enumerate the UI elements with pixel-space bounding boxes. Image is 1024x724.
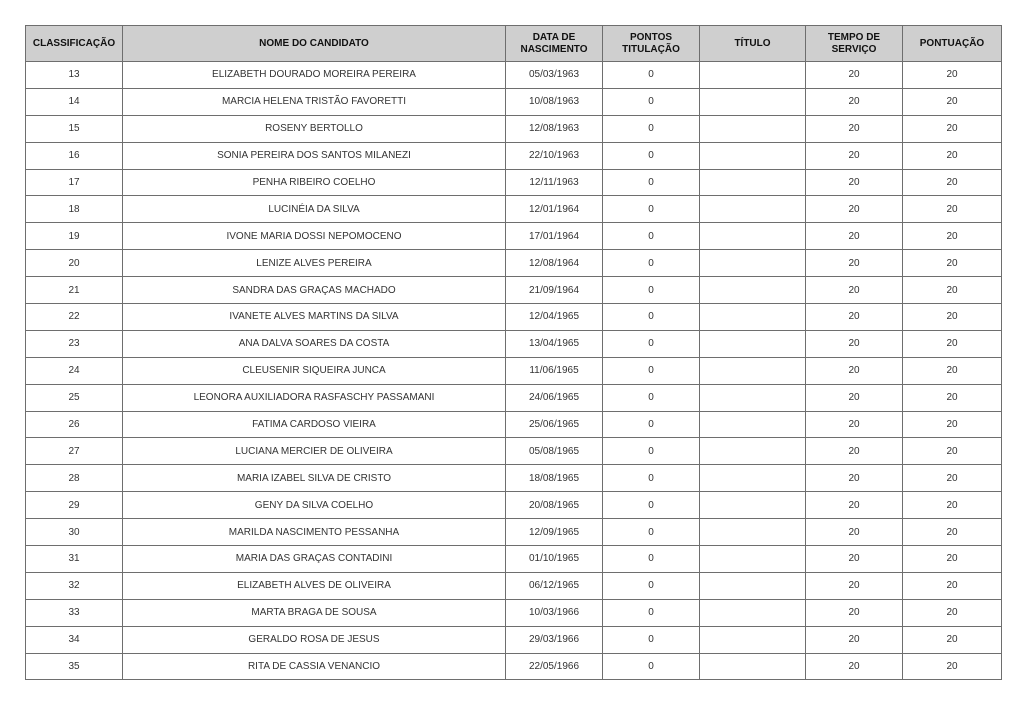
- table-row: [26, 438, 1002, 465]
- cell-titulo: [700, 88, 806, 115]
- cell-titulo: [700, 277, 806, 304]
- table-row: [26, 169, 1002, 196]
- cell-titulo: [700, 357, 806, 384]
- cell-classificacao: 25: [26, 384, 123, 411]
- cell-classificacao: 28: [26, 465, 123, 492]
- cell-pontos-titulacao: 0: [603, 599, 700, 626]
- table-body: [26, 62, 1002, 680]
- cell-titulo: [700, 572, 806, 599]
- cell-nome-do-candidato: MARIA IZABEL SILVA DE CRISTO: [123, 465, 506, 492]
- table-row: [26, 492, 1002, 519]
- cell-pontuacao: 20: [903, 626, 1002, 653]
- cell-pontos-titulacao: 0: [603, 438, 700, 465]
- cell-titulo: [700, 599, 806, 626]
- cell-nome-do-candidato: LUCIANA MERCIER DE OLIVEIRA: [123, 438, 506, 465]
- cell-nome-do-candidato: CLEUSENIR SIQUEIRA JUNCA: [123, 357, 506, 384]
- cell-pontos-titulacao: 0: [603, 277, 700, 304]
- cell-data-de-nascimento: 22/10/1963: [506, 142, 603, 169]
- header-nome-do-candidato: NOME DO CANDIDATO: [123, 26, 506, 62]
- cell-nome-do-candidato: IVONE MARIA DOSSI NEPOMOCENO: [123, 223, 506, 250]
- cell-tempo-de-servico: 20: [806, 115, 903, 142]
- cell-data-de-nascimento: 12/09/1965: [506, 519, 603, 546]
- cell-data-de-nascimento: 12/04/1965: [506, 304, 603, 331]
- table-row: [26, 357, 1002, 384]
- cell-tempo-de-servico: 20: [806, 330, 903, 357]
- header-tempo-de-servico: TEMPO DE SERVIÇO: [806, 26, 903, 62]
- cell-tempo-de-servico: 20: [806, 519, 903, 546]
- cell-pontuacao: 20: [903, 142, 1002, 169]
- cell-pontos-titulacao: 0: [603, 223, 700, 250]
- table-row: [26, 304, 1002, 331]
- cell-classificacao: 17: [26, 169, 123, 196]
- table-row: [26, 277, 1002, 304]
- cell-classificacao: 27: [26, 438, 123, 465]
- cell-data-de-nascimento: 29/03/1966: [506, 626, 603, 653]
- cell-pontuacao: 20: [903, 572, 1002, 599]
- cell-pontos-titulacao: 0: [603, 196, 700, 223]
- cell-data-de-nascimento: 21/09/1964: [506, 277, 603, 304]
- header-titulo: TÍTULO: [700, 26, 806, 62]
- cell-pontuacao: 20: [903, 653, 1002, 680]
- cell-pontos-titulacao: 0: [603, 572, 700, 599]
- cell-tempo-de-servico: 20: [806, 277, 903, 304]
- table-row: [26, 626, 1002, 653]
- cell-tempo-de-servico: 20: [806, 357, 903, 384]
- cell-nome-do-candidato: ROSENY BERTOLLO: [123, 115, 506, 142]
- header-pontuacao: PONTUAÇÃO: [903, 26, 1002, 62]
- cell-tempo-de-servico: 20: [806, 492, 903, 519]
- cell-pontos-titulacao: 0: [603, 304, 700, 331]
- cell-data-de-nascimento: 12/08/1964: [506, 250, 603, 277]
- cell-classificacao: 15: [26, 115, 123, 142]
- cell-nome-do-candidato: IVANETE ALVES MARTINS DA SILVA: [123, 304, 506, 331]
- cell-data-de-nascimento: 11/06/1965: [506, 357, 603, 384]
- cell-classificacao: 31: [26, 546, 123, 573]
- table-row: [26, 115, 1002, 142]
- cell-pontos-titulacao: 0: [603, 88, 700, 115]
- table-row: [26, 465, 1002, 492]
- table-row: [26, 599, 1002, 626]
- cell-titulo: [700, 330, 806, 357]
- cell-pontuacao: 20: [903, 384, 1002, 411]
- cell-pontos-titulacao: 0: [603, 250, 700, 277]
- cell-classificacao: 24: [26, 357, 123, 384]
- cell-tempo-de-servico: 20: [806, 250, 903, 277]
- cell-nome-do-candidato: GERALDO ROSA DE JESUS: [123, 626, 506, 653]
- cell-tempo-de-servico: 20: [806, 653, 903, 680]
- cell-titulo: [700, 411, 806, 438]
- cell-tempo-de-servico: 20: [806, 62, 903, 89]
- cell-data-de-nascimento: 10/03/1966: [506, 599, 603, 626]
- cell-tempo-de-servico: 20: [806, 223, 903, 250]
- cell-pontuacao: 20: [903, 88, 1002, 115]
- cell-nome-do-candidato: ELIZABETH DOURADO MOREIRA PEREIRA: [123, 62, 506, 89]
- cell-data-de-nascimento: 12/01/1964: [506, 196, 603, 223]
- cell-tempo-de-servico: 20: [806, 465, 903, 492]
- cell-data-de-nascimento: 05/03/1963: [506, 62, 603, 89]
- cell-classificacao: 21: [26, 277, 123, 304]
- cell-nome-do-candidato: SONIA PEREIRA DOS SANTOS MILANEZI: [123, 142, 506, 169]
- cell-pontos-titulacao: 0: [603, 465, 700, 492]
- cell-data-de-nascimento: 20/08/1965: [506, 492, 603, 519]
- cell-nome-do-candidato: MARIA DAS GRAÇAS CONTADINI: [123, 546, 506, 573]
- cell-classificacao: 35: [26, 653, 123, 680]
- table-row: [26, 572, 1002, 599]
- cell-titulo: [700, 142, 806, 169]
- cell-classificacao: 22: [26, 304, 123, 331]
- cell-pontos-titulacao: 0: [603, 492, 700, 519]
- cell-nome-do-candidato: FATIMA CARDOSO VIEIRA: [123, 411, 506, 438]
- cell-titulo: [700, 62, 806, 89]
- cell-tempo-de-servico: 20: [806, 599, 903, 626]
- cell-titulo: [700, 492, 806, 519]
- table-row: [26, 196, 1002, 223]
- cell-classificacao: 18: [26, 196, 123, 223]
- cell-titulo: [700, 304, 806, 331]
- cell-tempo-de-servico: 20: [806, 546, 903, 573]
- cell-nome-do-candidato: MARTA BRAGA DE SOUSA: [123, 599, 506, 626]
- cell-titulo: [700, 438, 806, 465]
- cell-titulo: [700, 384, 806, 411]
- cell-data-de-nascimento: 22/05/1966: [506, 653, 603, 680]
- table-row: [26, 546, 1002, 573]
- cell-nome-do-candidato: LEONORA AUXILIADORA RASFASCHY PASSAMANI: [123, 384, 506, 411]
- cell-pontos-titulacao: 0: [603, 330, 700, 357]
- cell-titulo: [700, 115, 806, 142]
- cell-tempo-de-servico: 20: [806, 626, 903, 653]
- cell-pontuacao: 20: [903, 169, 1002, 196]
- cell-tempo-de-servico: 20: [806, 572, 903, 599]
- cell-pontos-titulacao: 0: [603, 62, 700, 89]
- table-row: [26, 88, 1002, 115]
- cell-classificacao: 30: [26, 519, 123, 546]
- cell-pontuacao: 20: [903, 250, 1002, 277]
- cell-pontuacao: 20: [903, 115, 1002, 142]
- classification-table: [25, 25, 1002, 680]
- cell-pontos-titulacao: 0: [603, 169, 700, 196]
- cell-titulo: [700, 250, 806, 277]
- cell-nome-do-candidato: LENIZE ALVES PEREIRA: [123, 250, 506, 277]
- table-row: [26, 519, 1002, 546]
- cell-nome-do-candidato: GENY DA SILVA COELHO: [123, 492, 506, 519]
- cell-nome-do-candidato: RITA DE CASSIA VENANCIO: [123, 653, 506, 680]
- cell-data-de-nascimento: 06/12/1965: [506, 572, 603, 599]
- cell-classificacao: 34: [26, 626, 123, 653]
- table-row: [26, 411, 1002, 438]
- table-row: [26, 653, 1002, 680]
- cell-classificacao: 14: [26, 88, 123, 115]
- table-row: [26, 62, 1002, 89]
- cell-data-de-nascimento: 12/11/1963: [506, 169, 603, 196]
- cell-pontuacao: 20: [903, 411, 1002, 438]
- cell-nome-do-candidato: SANDRA DAS GRAÇAS MACHADO: [123, 277, 506, 304]
- cell-pontuacao: 20: [903, 519, 1002, 546]
- cell-classificacao: 13: [26, 62, 123, 89]
- cell-pontuacao: 20: [903, 330, 1002, 357]
- header-pontos-titulacao: PONTOS TITULAÇÃO: [603, 26, 700, 62]
- cell-data-de-nascimento: 01/10/1965: [506, 546, 603, 573]
- cell-nome-do-candidato: LUCINÉIA DA SILVA: [123, 196, 506, 223]
- cell-titulo: [700, 546, 806, 573]
- cell-data-de-nascimento: 24/06/1965: [506, 384, 603, 411]
- cell-pontuacao: 20: [903, 196, 1002, 223]
- cell-pontos-titulacao: 0: [603, 357, 700, 384]
- cell-data-de-nascimento: 12/08/1963: [506, 115, 603, 142]
- cell-titulo: [700, 169, 806, 196]
- cell-pontuacao: 20: [903, 304, 1002, 331]
- cell-data-de-nascimento: 10/08/1963: [506, 88, 603, 115]
- cell-tempo-de-servico: 20: [806, 88, 903, 115]
- cell-nome-do-candidato: MARCIA HELENA TRISTÃO FAVORETTI: [123, 88, 506, 115]
- cell-classificacao: 29: [26, 492, 123, 519]
- cell-pontuacao: 20: [903, 465, 1002, 492]
- cell-tempo-de-servico: 20: [806, 438, 903, 465]
- cell-data-de-nascimento: 17/01/1964: [506, 223, 603, 250]
- table-row: [26, 384, 1002, 411]
- cell-titulo: [700, 196, 806, 223]
- cell-nome-do-candidato: ANA DALVA SOARES DA COSTA: [123, 330, 506, 357]
- cell-data-de-nascimento: 13/04/1965: [506, 330, 603, 357]
- cell-pontos-titulacao: 0: [603, 626, 700, 653]
- cell-tempo-de-servico: 20: [806, 169, 903, 196]
- cell-pontos-titulacao: 0: [603, 115, 700, 142]
- cell-data-de-nascimento: 25/06/1965: [506, 411, 603, 438]
- table-row: [26, 142, 1002, 169]
- cell-titulo: [700, 223, 806, 250]
- cell-titulo: [700, 653, 806, 680]
- cell-tempo-de-servico: 20: [806, 142, 903, 169]
- cell-nome-do-candidato: PENHA RIBEIRO COELHO: [123, 169, 506, 196]
- cell-tempo-de-servico: 20: [806, 384, 903, 411]
- cell-pontos-titulacao: 0: [603, 653, 700, 680]
- cell-pontuacao: 20: [903, 599, 1002, 626]
- cell-pontuacao: 20: [903, 62, 1002, 89]
- table-row: [26, 250, 1002, 277]
- cell-pontos-titulacao: 0: [603, 142, 700, 169]
- cell-pontuacao: 20: [903, 357, 1002, 384]
- cell-pontuacao: 20: [903, 438, 1002, 465]
- cell-pontos-titulacao: 0: [603, 519, 700, 546]
- cell-classificacao: 23: [26, 330, 123, 357]
- cell-pontos-titulacao: 0: [603, 384, 700, 411]
- cell-titulo: [700, 465, 806, 492]
- table-header: [26, 26, 1002, 62]
- cell-pontos-titulacao: 0: [603, 546, 700, 573]
- cell-nome-do-candidato: ELIZABETH ALVES DE OLIVEIRA: [123, 572, 506, 599]
- cell-classificacao: 32: [26, 572, 123, 599]
- cell-pontos-titulacao: 0: [603, 411, 700, 438]
- cell-titulo: [700, 519, 806, 546]
- classification-table-container: [25, 25, 1001, 680]
- cell-pontuacao: 20: [903, 492, 1002, 519]
- cell-classificacao: 20: [26, 250, 123, 277]
- cell-tempo-de-servico: 20: [806, 304, 903, 331]
- cell-titulo: [700, 626, 806, 653]
- cell-pontuacao: 20: [903, 223, 1002, 250]
- header-classificacao: CLASSIFICAÇÃO: [26, 26, 123, 62]
- cell-classificacao: 33: [26, 599, 123, 626]
- table-row: [26, 223, 1002, 250]
- cell-tempo-de-servico: 20: [806, 196, 903, 223]
- table-row: [26, 330, 1002, 357]
- cell-classificacao: 26: [26, 411, 123, 438]
- cell-data-de-nascimento: 05/08/1965: [506, 438, 603, 465]
- cell-classificacao: 16: [26, 142, 123, 169]
- cell-tempo-de-servico: 20: [806, 411, 903, 438]
- cell-classificacao: 19: [26, 223, 123, 250]
- cell-pontuacao: 20: [903, 546, 1002, 573]
- cell-pontuacao: 20: [903, 277, 1002, 304]
- cell-nome-do-candidato: MARILDA NASCIMENTO PESSANHA: [123, 519, 506, 546]
- header-data-de-nascimento: DATA DE NASCIMENTO: [506, 26, 603, 62]
- header-row: [26, 26, 1002, 62]
- cell-data-de-nascimento: 18/08/1965: [506, 465, 603, 492]
